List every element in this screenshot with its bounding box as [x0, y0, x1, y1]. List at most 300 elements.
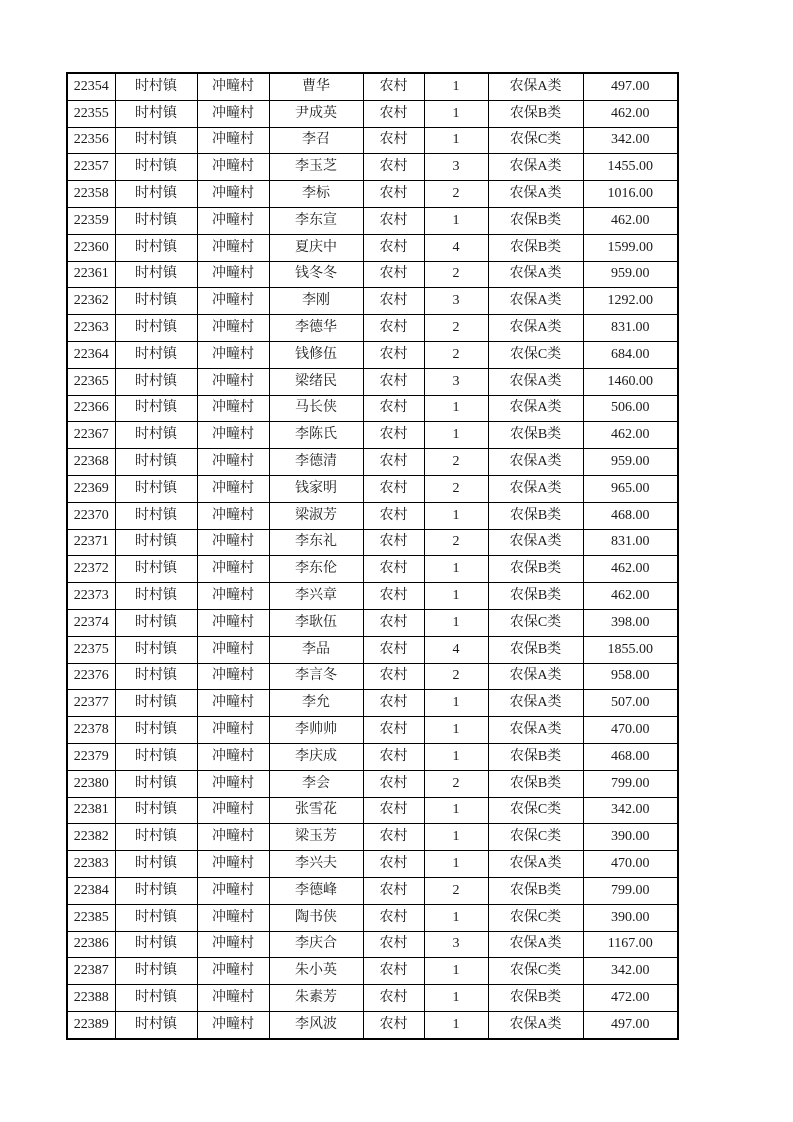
- cell-person-count: 3: [424, 368, 488, 395]
- cell-residence-type: 农村: [363, 556, 424, 583]
- cell-insurance-class: 农保A类: [488, 851, 583, 878]
- cell-village: 冲疃村: [197, 985, 269, 1012]
- cell-serial-no: 22362: [67, 288, 115, 315]
- cell-amount: 468.00: [583, 502, 678, 529]
- cell-insurance-class: 农保C类: [488, 609, 583, 636]
- cell-town: 时村镇: [115, 636, 197, 663]
- cell-insurance-class: 农保A类: [488, 315, 583, 342]
- cell-insurance-class: 农保A类: [488, 181, 583, 208]
- cell-village: 冲疃村: [197, 449, 269, 476]
- cell-village: 冲疃村: [197, 207, 269, 234]
- cell-person-count: 1: [424, 395, 488, 422]
- cell-village: 冲疃村: [197, 529, 269, 556]
- cell-residence-type: 农村: [363, 315, 424, 342]
- cell-village: 冲疃村: [197, 717, 269, 744]
- table-row: [67, 636, 678, 663]
- cell-person-count: 1: [424, 797, 488, 824]
- cell-town: 时村镇: [115, 717, 197, 744]
- cell-person-count: 1: [424, 985, 488, 1012]
- cell-insurance-class: 农保B类: [488, 583, 583, 610]
- cell-residence-type: 农村: [363, 261, 424, 288]
- cell-person-name: 李刚: [269, 288, 363, 315]
- cell-village: 冲疃村: [197, 127, 269, 154]
- cell-person-count: 1: [424, 824, 488, 851]
- table-row: [67, 931, 678, 958]
- table-row: [67, 181, 678, 208]
- cell-town: 时村镇: [115, 288, 197, 315]
- cell-serial-no: 22368: [67, 449, 115, 476]
- cell-person-name: 曹华: [269, 73, 363, 100]
- cell-town: 时村镇: [115, 502, 197, 529]
- cell-residence-type: 农村: [363, 449, 424, 476]
- cell-town: 时村镇: [115, 207, 197, 234]
- cell-amount: 462.00: [583, 583, 678, 610]
- cell-residence-type: 农村: [363, 368, 424, 395]
- table-row: [67, 985, 678, 1012]
- table-row: [67, 609, 678, 636]
- cell-insurance-class: 农保C类: [488, 341, 583, 368]
- cell-town: 时村镇: [115, 663, 197, 690]
- cell-serial-no: 22386: [67, 931, 115, 958]
- cell-person-count: 2: [424, 181, 488, 208]
- cell-insurance-class: 农保A类: [488, 73, 583, 100]
- table-row: [67, 449, 678, 476]
- cell-village: 冲疃村: [197, 288, 269, 315]
- cell-amount: 468.00: [583, 743, 678, 770]
- cell-town: 时村镇: [115, 743, 197, 770]
- cell-village: 冲疃村: [197, 261, 269, 288]
- cell-amount: 398.00: [583, 609, 678, 636]
- cell-town: 时村镇: [115, 475, 197, 502]
- cell-person-count: 1: [424, 1011, 488, 1038]
- cell-residence-type: 农村: [363, 395, 424, 422]
- cell-serial-no: 22379: [67, 743, 115, 770]
- cell-serial-no: 22375: [67, 636, 115, 663]
- cell-residence-type: 农村: [363, 958, 424, 985]
- cell-village: 冲疃村: [197, 636, 269, 663]
- cell-serial-no: 22364: [67, 341, 115, 368]
- cell-person-name: 李庆合: [269, 931, 363, 958]
- cell-person-name: 李品: [269, 636, 363, 663]
- cell-amount: 965.00: [583, 475, 678, 502]
- cell-village: 冲疃村: [197, 73, 269, 100]
- cell-village: 冲疃村: [197, 475, 269, 502]
- table-row: [67, 663, 678, 690]
- cell-village: 冲疃村: [197, 609, 269, 636]
- cell-person-count: 2: [424, 529, 488, 556]
- cell-amount: 1599.00: [583, 234, 678, 261]
- cell-town: 时村镇: [115, 181, 197, 208]
- cell-residence-type: 农村: [363, 851, 424, 878]
- cell-residence-type: 农村: [363, 127, 424, 154]
- cell-insurance-class: 农保B类: [488, 100, 583, 127]
- cell-serial-no: 22376: [67, 663, 115, 690]
- cell-person-count: 2: [424, 770, 488, 797]
- cell-person-name: 梁玉芳: [269, 824, 363, 851]
- cell-serial-no: 22381: [67, 797, 115, 824]
- table-row: [67, 743, 678, 770]
- cell-person-name: 李召: [269, 127, 363, 154]
- cell-town: 时村镇: [115, 583, 197, 610]
- cell-insurance-class: 农保A类: [488, 475, 583, 502]
- cell-village: 冲疃村: [197, 154, 269, 181]
- cell-serial-no: 22358: [67, 181, 115, 208]
- cell-residence-type: 农村: [363, 609, 424, 636]
- cell-insurance-class: 农保A类: [488, 261, 583, 288]
- table-row: [67, 690, 678, 717]
- cell-residence-type: 农村: [363, 422, 424, 449]
- cell-amount: 470.00: [583, 717, 678, 744]
- cell-village: 冲疃村: [197, 1011, 269, 1038]
- cell-serial-no: 22384: [67, 877, 115, 904]
- cell-amount: 470.00: [583, 851, 678, 878]
- cell-town: 时村镇: [115, 904, 197, 931]
- cell-residence-type: 农村: [363, 288, 424, 315]
- cell-town: 时村镇: [115, 851, 197, 878]
- table-row: [67, 422, 678, 449]
- cell-serial-no: 22355: [67, 100, 115, 127]
- cell-town: 时村镇: [115, 824, 197, 851]
- cell-amount: 1016.00: [583, 181, 678, 208]
- cell-insurance-class: 农保B类: [488, 743, 583, 770]
- cell-amount: 959.00: [583, 261, 678, 288]
- cell-person-name: 李帅帅: [269, 717, 363, 744]
- cell-residence-type: 农村: [363, 770, 424, 797]
- cell-insurance-class: 农保B类: [488, 234, 583, 261]
- cell-village: 冲疃村: [197, 502, 269, 529]
- cell-insurance-class: 农保A类: [488, 288, 583, 315]
- cell-person-count: 2: [424, 341, 488, 368]
- table-row: [67, 583, 678, 610]
- cell-serial-no: 22388: [67, 985, 115, 1012]
- table-row: [67, 770, 678, 797]
- cell-amount: 1855.00: [583, 636, 678, 663]
- cell-person-name: 李德华: [269, 315, 363, 342]
- cell-residence-type: 农村: [363, 636, 424, 663]
- cell-village: 冲疃村: [197, 770, 269, 797]
- cell-person-name: 梁绪民: [269, 368, 363, 395]
- cell-insurance-class: 农保B类: [488, 877, 583, 904]
- cell-serial-no: 22365: [67, 368, 115, 395]
- cell-residence-type: 农村: [363, 475, 424, 502]
- cell-person-name: 张雪花: [269, 797, 363, 824]
- cell-person-name: 马长侠: [269, 395, 363, 422]
- cell-person-name: 李言冬: [269, 663, 363, 690]
- cell-person-name: 李耿伍: [269, 609, 363, 636]
- cell-town: 时村镇: [115, 797, 197, 824]
- cell-person-name: 尹成英: [269, 100, 363, 127]
- cell-person-count: 2: [424, 877, 488, 904]
- cell-town: 时村镇: [115, 341, 197, 368]
- cell-residence-type: 农村: [363, 931, 424, 958]
- cell-person-name: 钱修伍: [269, 341, 363, 368]
- cell-amount: 342.00: [583, 958, 678, 985]
- cell-person-count: 1: [424, 717, 488, 744]
- cell-person-name: 李德峰: [269, 877, 363, 904]
- cell-residence-type: 农村: [363, 341, 424, 368]
- cell-person-name: 李东伦: [269, 556, 363, 583]
- cell-serial-no: 22380: [67, 770, 115, 797]
- cell-amount: 506.00: [583, 395, 678, 422]
- cell-insurance-class: 农保B类: [488, 502, 583, 529]
- cell-town: 时村镇: [115, 958, 197, 985]
- cell-insurance-class: 农保A类: [488, 368, 583, 395]
- cell-amount: 831.00: [583, 529, 678, 556]
- cell-serial-no: 22357: [67, 154, 115, 181]
- cell-person-name: 李会: [269, 770, 363, 797]
- cell-person-count: 4: [424, 234, 488, 261]
- cell-residence-type: 农村: [363, 797, 424, 824]
- cell-town: 时村镇: [115, 315, 197, 342]
- cell-serial-no: 22389: [67, 1011, 115, 1038]
- cell-residence-type: 农村: [363, 73, 424, 100]
- cell-village: 冲疃村: [197, 663, 269, 690]
- cell-serial-no: 22367: [67, 422, 115, 449]
- cell-insurance-class: 农保B类: [488, 422, 583, 449]
- cell-amount: 342.00: [583, 797, 678, 824]
- cell-amount: 462.00: [583, 422, 678, 449]
- cell-insurance-class: 农保A类: [488, 449, 583, 476]
- cell-town: 时村镇: [115, 690, 197, 717]
- cell-serial-no: 22360: [67, 234, 115, 261]
- cell-town: 时村镇: [115, 127, 197, 154]
- cell-residence-type: 农村: [363, 234, 424, 261]
- table-row: [67, 797, 678, 824]
- cell-amount: 1167.00: [583, 931, 678, 958]
- cell-serial-no: 22373: [67, 583, 115, 610]
- cell-insurance-class: 农保A类: [488, 690, 583, 717]
- cell-residence-type: 农村: [363, 985, 424, 1012]
- cell-person-name: 钱冬冬: [269, 261, 363, 288]
- cell-town: 时村镇: [115, 368, 197, 395]
- cell-town: 时村镇: [115, 985, 197, 1012]
- cell-amount: 959.00: [583, 449, 678, 476]
- table-body: [67, 73, 678, 1039]
- cell-residence-type: 农村: [363, 824, 424, 851]
- table-row: [67, 368, 678, 395]
- cell-serial-no: 22354: [67, 73, 115, 100]
- cell-amount: 462.00: [583, 556, 678, 583]
- cell-town: 时村镇: [115, 73, 197, 100]
- cell-village: 冲疃村: [197, 181, 269, 208]
- table-row: [67, 100, 678, 127]
- cell-person-name: 朱素芳: [269, 985, 363, 1012]
- table-row: [67, 261, 678, 288]
- cell-residence-type: 农村: [363, 502, 424, 529]
- cell-person-count: 1: [424, 743, 488, 770]
- cell-person-name: 李东宣: [269, 207, 363, 234]
- cell-village: 冲疃村: [197, 931, 269, 958]
- cell-serial-no: 22369: [67, 475, 115, 502]
- cell-amount: 390.00: [583, 904, 678, 931]
- cell-person-name: 李允: [269, 690, 363, 717]
- cell-residence-type: 农村: [363, 529, 424, 556]
- cell-amount: 472.00: [583, 985, 678, 1012]
- cell-person-name: 李陈氏: [269, 422, 363, 449]
- table-row: [67, 73, 678, 100]
- cell-serial-no: 22382: [67, 824, 115, 851]
- cell-person-count: 2: [424, 449, 488, 476]
- cell-person-name: 李玉芝: [269, 154, 363, 181]
- cell-residence-type: 农村: [363, 583, 424, 610]
- cell-person-count: 3: [424, 154, 488, 181]
- cell-amount: 390.00: [583, 824, 678, 851]
- table-row: [67, 475, 678, 502]
- cell-amount: 1460.00: [583, 368, 678, 395]
- table-row: [67, 958, 678, 985]
- cell-amount: 342.00: [583, 127, 678, 154]
- cell-person-name: 朱小英: [269, 958, 363, 985]
- cell-village: 冲疃村: [197, 422, 269, 449]
- table-row: [67, 904, 678, 931]
- cell-amount: 799.00: [583, 877, 678, 904]
- cell-person-count: 2: [424, 663, 488, 690]
- cell-person-count: 2: [424, 261, 488, 288]
- cell-insurance-class: 农保B类: [488, 985, 583, 1012]
- cell-amount: 462.00: [583, 100, 678, 127]
- cell-town: 时村镇: [115, 529, 197, 556]
- cell-serial-no: 22363: [67, 315, 115, 342]
- cell-village: 冲疃村: [197, 690, 269, 717]
- cell-insurance-class: 农保C类: [488, 958, 583, 985]
- cell-person-name: 李标: [269, 181, 363, 208]
- table-row: [67, 877, 678, 904]
- cell-village: 冲疃村: [197, 341, 269, 368]
- cell-village: 冲疃村: [197, 851, 269, 878]
- cell-town: 时村镇: [115, 100, 197, 127]
- cell-person-count: 1: [424, 422, 488, 449]
- cell-residence-type: 农村: [363, 663, 424, 690]
- table-row: [67, 127, 678, 154]
- table-row: [67, 234, 678, 261]
- cell-residence-type: 农村: [363, 717, 424, 744]
- cell-serial-no: 22387: [67, 958, 115, 985]
- cell-serial-no: 22356: [67, 127, 115, 154]
- table-row: [67, 1011, 678, 1038]
- cell-town: 时村镇: [115, 234, 197, 261]
- cell-person-count: 1: [424, 851, 488, 878]
- cell-serial-no: 22377: [67, 690, 115, 717]
- cell-village: 冲疃村: [197, 797, 269, 824]
- cell-person-name: 钱家明: [269, 475, 363, 502]
- cell-residence-type: 农村: [363, 207, 424, 234]
- table-row: [67, 851, 678, 878]
- cell-village: 冲疃村: [197, 556, 269, 583]
- cell-person-count: 1: [424, 583, 488, 610]
- cell-serial-no: 22359: [67, 207, 115, 234]
- cell-person-name: 陶书侠: [269, 904, 363, 931]
- cell-person-name: 李风波: [269, 1011, 363, 1038]
- cell-town: 时村镇: [115, 422, 197, 449]
- cell-insurance-class: 农保C类: [488, 797, 583, 824]
- cell-serial-no: 22370: [67, 502, 115, 529]
- cell-person-count: 3: [424, 288, 488, 315]
- cell-insurance-class: 农保A类: [488, 717, 583, 744]
- cell-serial-no: 22383: [67, 851, 115, 878]
- cell-village: 冲疃村: [197, 315, 269, 342]
- cell-person-name: 李德清: [269, 449, 363, 476]
- cell-person-name: 梁淑芳: [269, 502, 363, 529]
- cell-town: 时村镇: [115, 449, 197, 476]
- cell-person-name: 李兴夫: [269, 851, 363, 878]
- cell-town: 时村镇: [115, 770, 197, 797]
- table-row: [67, 556, 678, 583]
- cell-amount: 507.00: [583, 690, 678, 717]
- cell-village: 冲疃村: [197, 904, 269, 931]
- cell-amount: 831.00: [583, 315, 678, 342]
- cell-insurance-class: 农保C类: [488, 127, 583, 154]
- cell-serial-no: 22366: [67, 395, 115, 422]
- cell-residence-type: 农村: [363, 904, 424, 931]
- cell-insurance-class: 农保A类: [488, 1011, 583, 1038]
- cell-amount: 497.00: [583, 1011, 678, 1038]
- cell-insurance-class: 农保B类: [488, 556, 583, 583]
- cell-person-count: 1: [424, 100, 488, 127]
- cell-person-name: 李兴章: [269, 583, 363, 610]
- cell-person-count: 1: [424, 73, 488, 100]
- cell-person-count: 1: [424, 502, 488, 529]
- cell-person-count: 4: [424, 636, 488, 663]
- cell-town: 时村镇: [115, 609, 197, 636]
- cell-person-count: 1: [424, 556, 488, 583]
- cell-insurance-class: 农保A类: [488, 154, 583, 181]
- cell-person-count: 1: [424, 958, 488, 985]
- cell-amount: 497.00: [583, 73, 678, 100]
- cell-town: 时村镇: [115, 1011, 197, 1038]
- cell-insurance-class: 农保A类: [488, 931, 583, 958]
- cell-residence-type: 农村: [363, 154, 424, 181]
- cell-town: 时村镇: [115, 877, 197, 904]
- cell-town: 时村镇: [115, 931, 197, 958]
- table-row: [67, 824, 678, 851]
- cell-amount: 1292.00: [583, 288, 678, 315]
- cell-insurance-class: 农保B类: [488, 770, 583, 797]
- cell-serial-no: 22371: [67, 529, 115, 556]
- cell-insurance-class: 农保C类: [488, 904, 583, 931]
- cell-insurance-class: 农保B类: [488, 636, 583, 663]
- cell-town: 时村镇: [115, 395, 197, 422]
- cell-amount: 684.00: [583, 341, 678, 368]
- table-row: [67, 288, 678, 315]
- cell-serial-no: 22374: [67, 609, 115, 636]
- table-row: [67, 395, 678, 422]
- cell-village: 冲疃村: [197, 395, 269, 422]
- cell-insurance-class: 农保A类: [488, 395, 583, 422]
- cell-person-count: 2: [424, 315, 488, 342]
- cell-serial-no: 22378: [67, 717, 115, 744]
- cell-serial-no: 22372: [67, 556, 115, 583]
- cell-serial-no: 22361: [67, 261, 115, 288]
- cell-person-count: 1: [424, 127, 488, 154]
- cell-insurance-class: 农保B类: [488, 207, 583, 234]
- table-row: [67, 315, 678, 342]
- cell-village: 冲疃村: [197, 824, 269, 851]
- cell-person-count: 2: [424, 475, 488, 502]
- cell-person-count: 1: [424, 904, 488, 931]
- table-row: [67, 207, 678, 234]
- cell-person-name: 李庆成: [269, 743, 363, 770]
- cell-residence-type: 农村: [363, 100, 424, 127]
- cell-insurance-class: 农保C类: [488, 824, 583, 851]
- cell-village: 冲疃村: [197, 743, 269, 770]
- cell-person-count: 1: [424, 207, 488, 234]
- cell-amount: 799.00: [583, 770, 678, 797]
- table-row: [67, 502, 678, 529]
- cell-amount: 462.00: [583, 207, 678, 234]
- benefit-records-table: [66, 72, 679, 1040]
- cell-village: 冲疃村: [197, 100, 269, 127]
- cell-residence-type: 农村: [363, 181, 424, 208]
